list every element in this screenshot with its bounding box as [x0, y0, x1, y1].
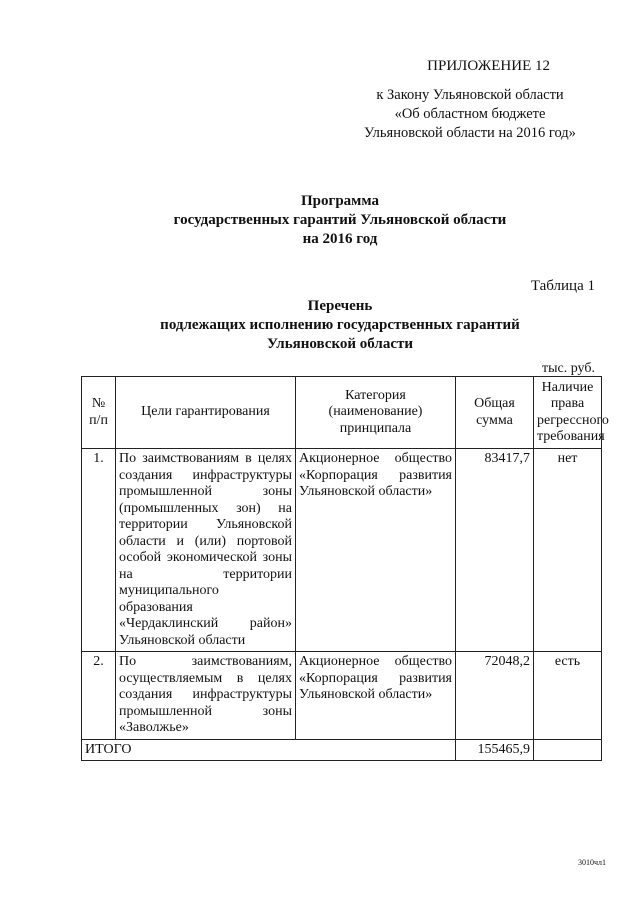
header-num: № п/п	[82, 377, 116, 449]
table-row	[82, 449, 602, 652]
total-label: ИТОГО	[82, 739, 456, 761]
header-goal: Цели гарантирования	[116, 377, 296, 449]
law-reference-line: к Закону Ульяновской области	[376, 87, 564, 103]
total-recourse-empty	[534, 739, 602, 761]
row-category: Акционерное общество «Корпорация развития Ульяновской области»	[296, 652, 456, 740]
list-title	[0, 297, 640, 354]
law-reference	[340, 86, 600, 143]
law-reference-line: Ульяновской области на 2016 год»	[364, 125, 576, 141]
table-number: Таблица 1	[530, 278, 595, 294]
list-title-line: Ульяновской области	[266, 336, 414, 352]
program-title	[0, 192, 640, 249]
guarantees-table	[81, 376, 609, 761]
total-row	[82, 739, 602, 761]
table-header-row	[82, 377, 602, 449]
row-goal: По заимствованиям, осуществляемым в целях создания инфраструктуры промышленной зоны «Заволжье»	[116, 652, 296, 740]
program-title-line: государственных гарантий Ульяновской области	[173, 212, 507, 228]
header-category: Категория (наименование) принципала	[296, 377, 456, 449]
list-title-line: подлежащих исполнению государственных гарантий	[160, 317, 520, 333]
row-category: Акционерное общество «Корпорация развития Ульяновской области»	[296, 449, 456, 652]
row-sum: 83417,7	[456, 449, 534, 652]
table-row	[82, 652, 602, 740]
program-title-line: на 2016 год	[302, 231, 378, 247]
header-sum: Общая сумма	[456, 377, 534, 449]
list-title-line: Перечень	[307, 298, 373, 314]
row-goal: По заимствованиям в целях создания инфраструктуры промышленной зоны (промышленных зон) на территории Ульяновской области и (или) портовой особой экономической зоны на территории муниципального образования «Чердаклинский район» Ульяновской области	[116, 449, 296, 652]
units-label: тыс. руб.	[542, 361, 595, 376]
total-sum: 155465,9	[456, 739, 534, 761]
row-recourse: есть	[534, 652, 602, 740]
program-title-line: Программа	[301, 193, 379, 209]
law-reference-line: «Об областном бюджете	[394, 106, 546, 122]
row-sum: 72048,2	[456, 652, 534, 740]
row-recourse: нет	[534, 449, 602, 652]
row-num: 1.	[82, 449, 116, 652]
row-num: 2.	[82, 652, 116, 740]
footer-code: 3010чл1	[577, 858, 606, 867]
appendix-label: ПРИЛОЖЕНИЕ 12	[427, 58, 550, 74]
header-recourse: Наличие права регрессного требования	[534, 377, 602, 449]
